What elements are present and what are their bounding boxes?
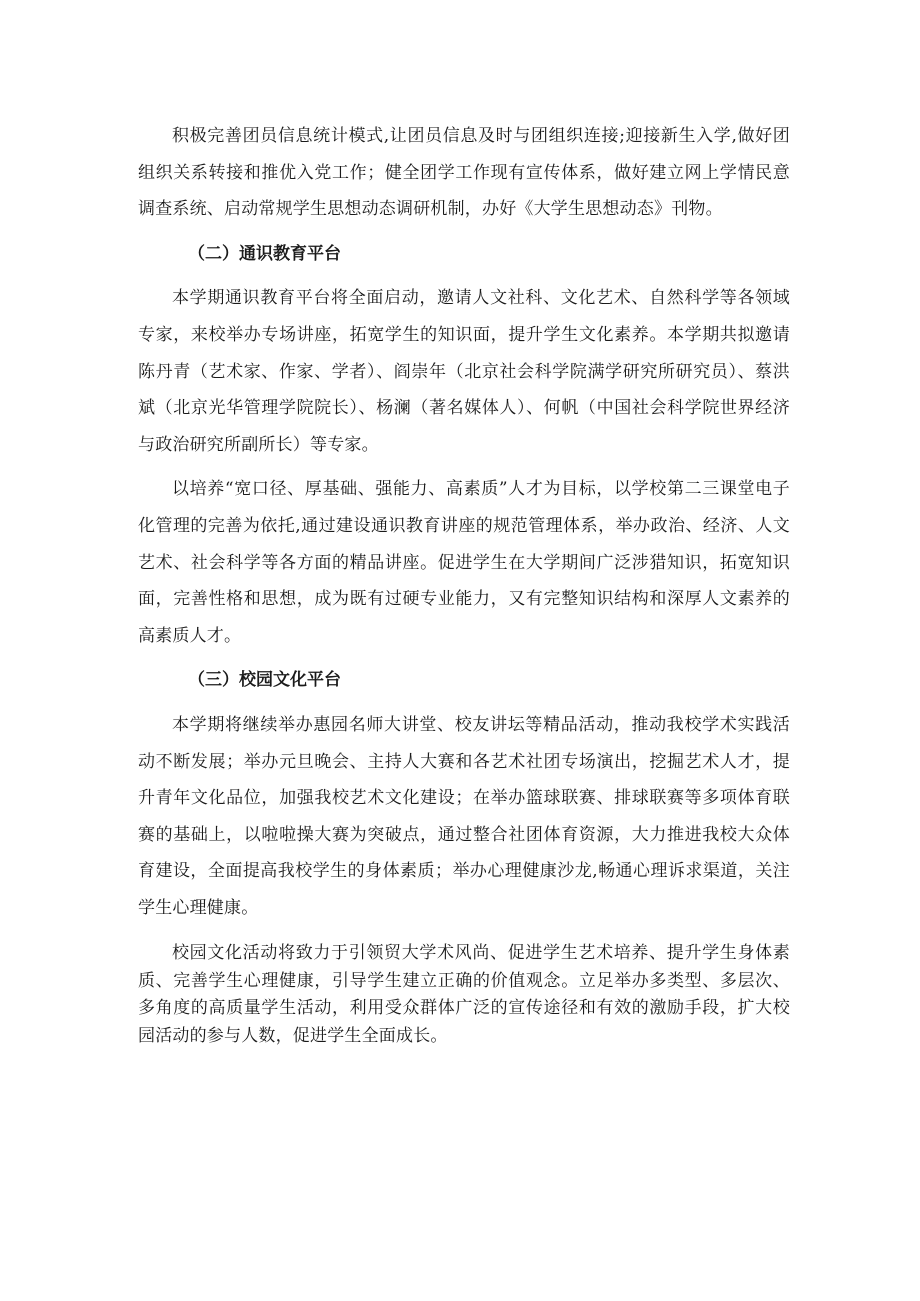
spacer [138, 228, 790, 236]
spacer [138, 654, 790, 662]
paragraph-general-education: 本学期通识教育平台将全面启动，邀请人文社科、文化艺术、自然科学等各领域专家，来校举办专场讲座，拓宽学生的知识面，提升学生文化素养。本学期共拟邀请陈丹青（艺术家、作家、学者）、阎崇年（北京社会科学院满学研究所研究员）、蔡洪斌（北京光华管理学院院长）、杨澜（著名媒体人）、何帆（中国社会科学院世界经济与政治研究所副所长）等专家。 [138, 288, 790, 455]
section-heading-campus-culture: （三）校园文化平台 [188, 670, 341, 691]
paragraph-campus-activities: 校园文化活动将致力于引领贸大学术风尚、促进学生艺术培养、提升学生身体素质、完善学生心理健康，引导学生建立正确的价值观念。立足举办多类型、多层次、多角度的高质量学生活动，利用受众群体广泛的宣传途径和有效的激励手段，扩大校园活动的参与人数，促进学生全面成长。 [138, 943, 790, 1046]
spacer [138, 926, 790, 940]
section-heading-general-education: （二）通识教育平台 [188, 243, 341, 264]
spacer [138, 463, 790, 471]
spacer [138, 272, 790, 280]
document-body [138, 118, 790, 1050]
spacer [138, 699, 790, 707]
paragraph-campus-culture: 本学期将继续举办惠园名师大讲堂、校友讲坛等精品活动，推动我校学术实践活动不断发展；举办元旦晚会、主持人大赛和各艺术社团专场演出，挖掘艺术人才，提升青年文化品位，加强我校艺术文化建设；在举办篮球联赛、排球联赛等多项体育联赛的基础上，以啦啦操大赛为突破点，通过整合社团体育资源，大力推进我校大众体育建设，全面提高我校学生的身体素质；举办心理健康沙龙,畅通心理诉求渠道，关注学生心理健康。 [138, 714, 790, 918]
paragraph-member-info: 积极完善团员信息统计模式,让团员信息及时与团组织连接;迎接新生入学,做好团组织关系转接和推优入党工作；健全团学工作现有宣传体系，做好建立网上学情民意调查系统、启动常规学生思想动态调研机制，办好《大学生思想动态》刊物。 [138, 126, 790, 220]
paragraph-talent-goal: 以培养“宽口径、厚基础、强能力、高素质”人才为目标，以学校第二三课堂电子化管理的完善为依托,通过建设通识教育讲座的规范管理体系，举办政治、经济、人文艺术、社会科学等各方面的精品讲座。促进学生在大学期间广泛涉猎知识，拓宽知识面，完善性格和思想，成为既有过硬专业能力，又有完整知识结构和深厚人文素养的高素质人才。 [138, 479, 790, 646]
